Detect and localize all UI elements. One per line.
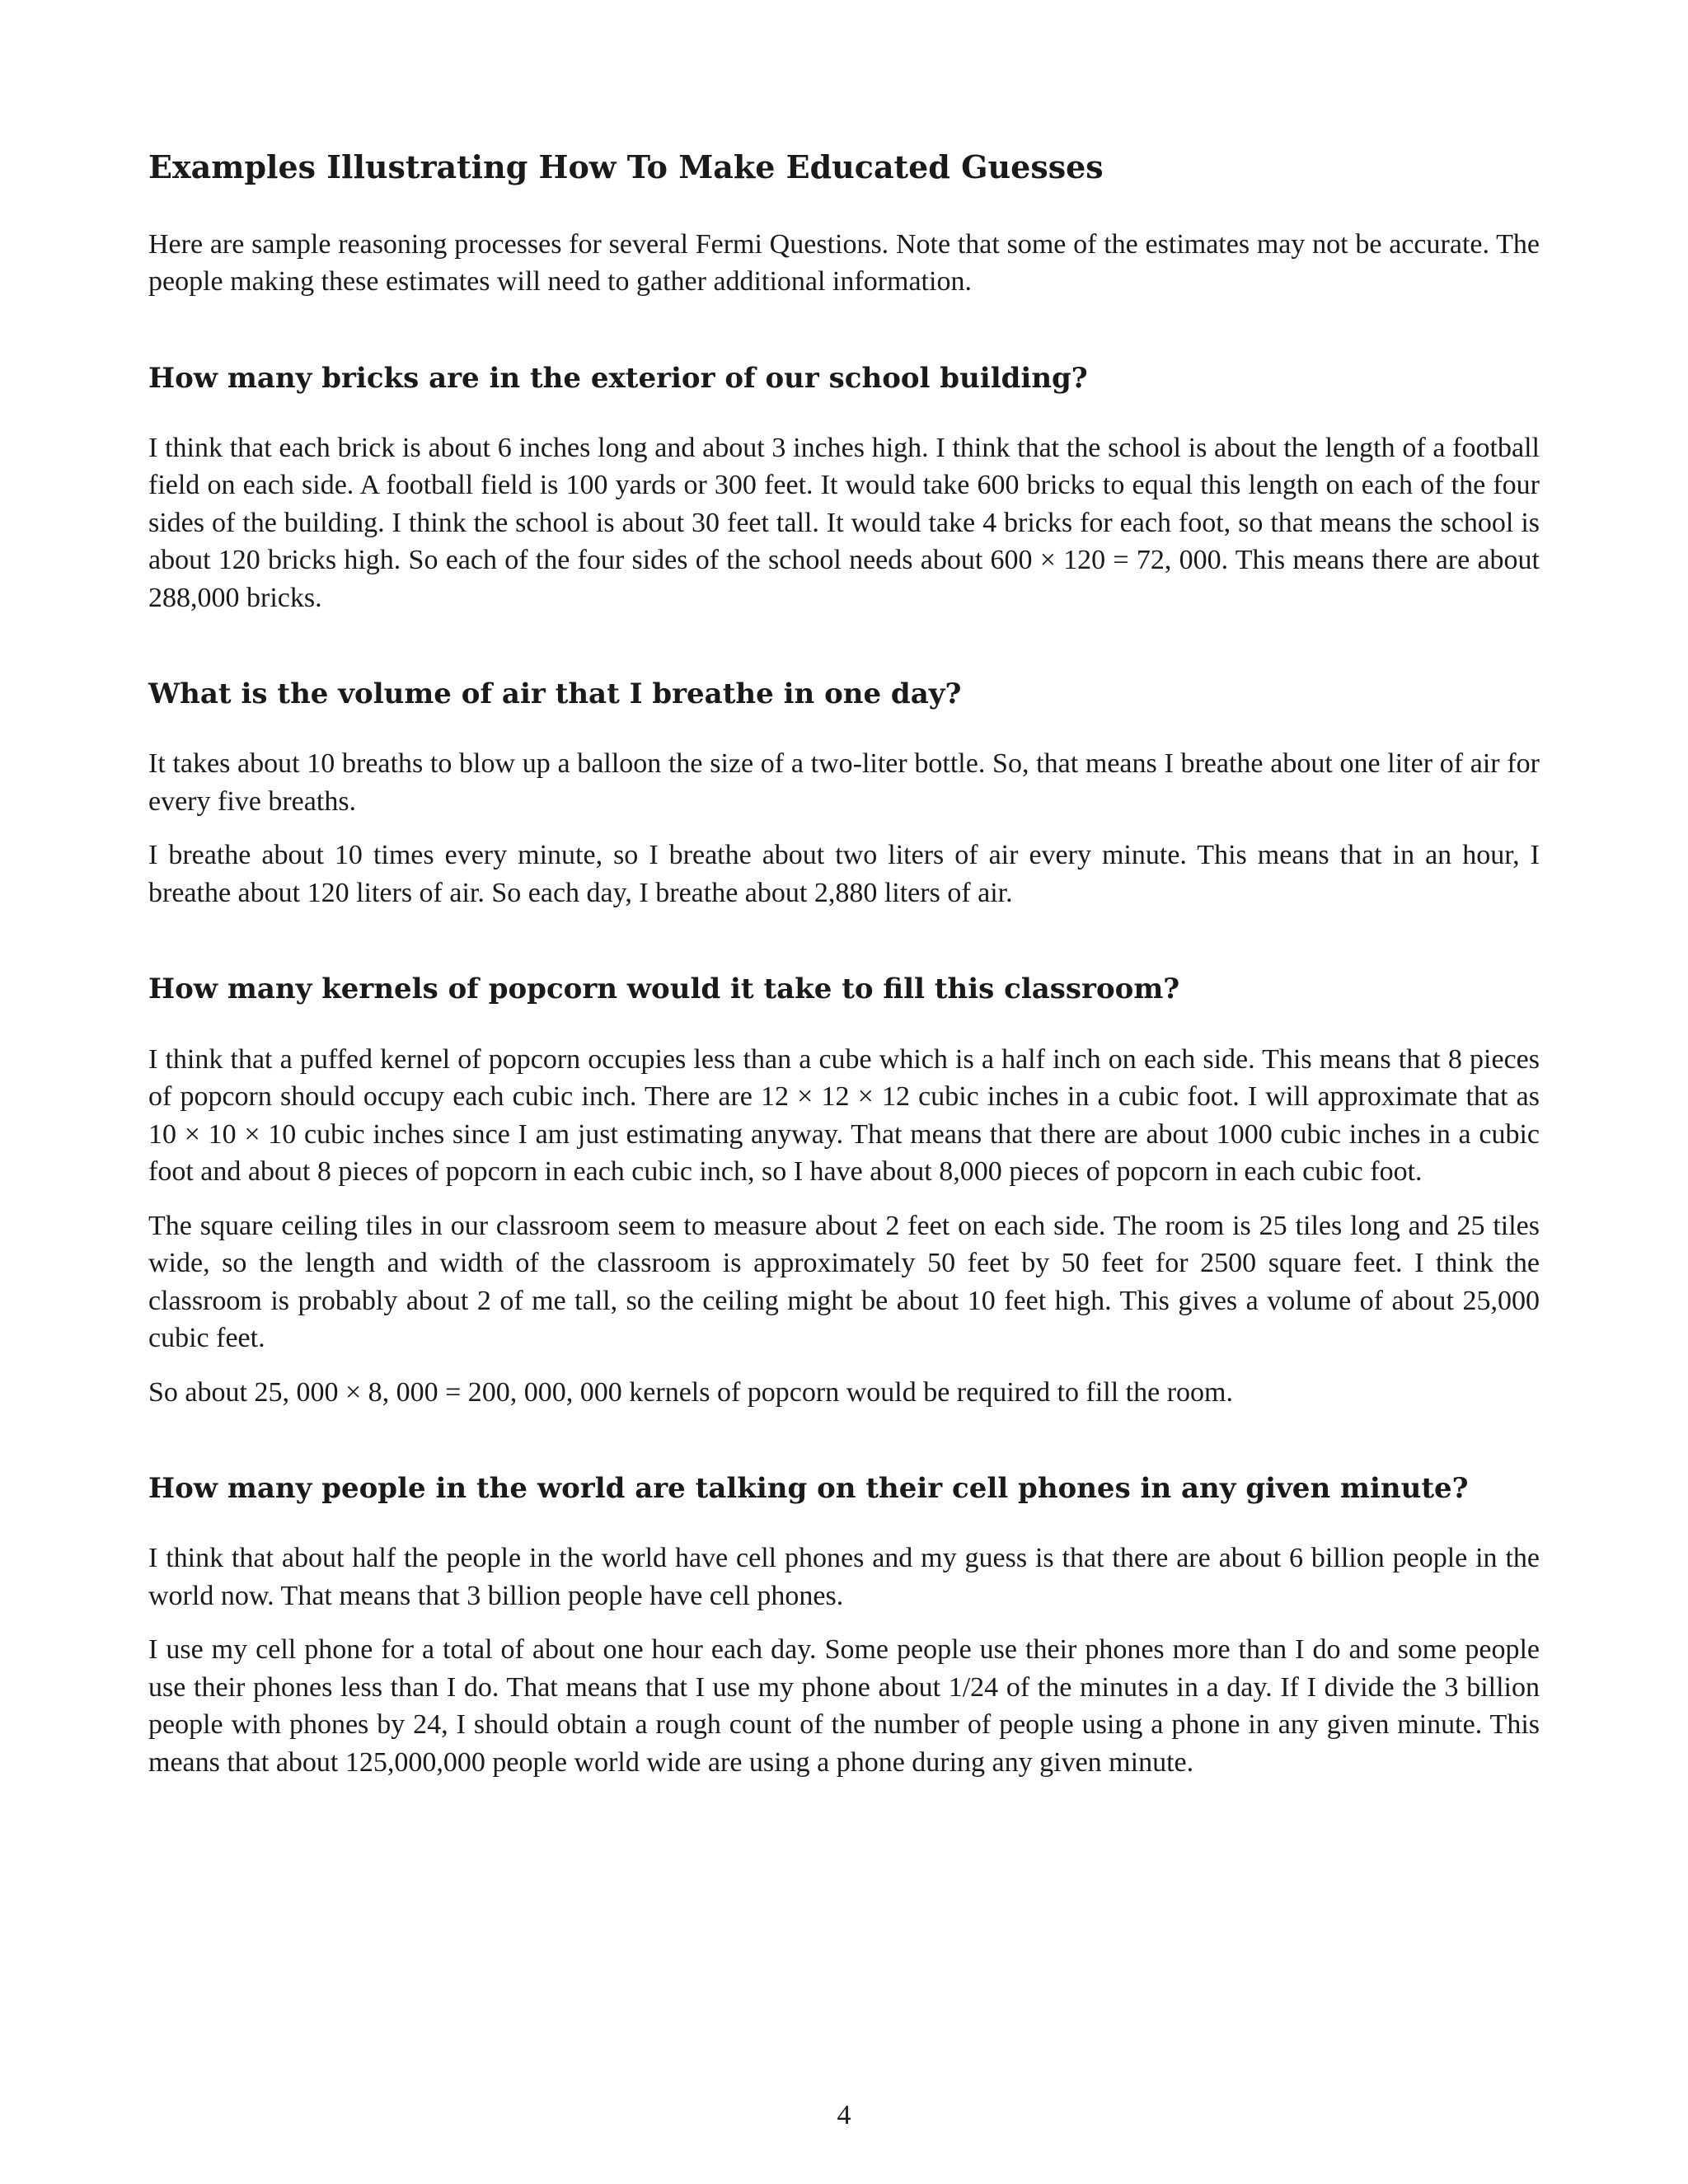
section-paragraph: The square ceiling tiles in our classroom seem to measure about 2 feet on each side. The room is 25 tiles long and 25 tiles wide, so the length and width of the classroom is approximately 50 feet by 50 feet for 2500 square feet. I think the classroom is probably about 2 of me tall, so the ceiling might be about 10 feet high. This gives a volume of about 25,000 cubic feet.	[148, 1210, 1540, 1354]
section-paragraph: I think that a puffed kernel of popcorn occupies less than a cube which is a half inch on each side. This means that 8 pieces of popcorn should occupy each cubic inch. There are 12 × 12 × 12 cubic inches in a cubic foot. I will approximate that as 10 × 10 × 10 cubic inches since I am just estimating anyway. That means that there are about 1000 cubic inches in a cubic foot and about 8 pieces of popcorn in each cubic inch, so I have about 8,000 pieces of popcorn in each cubic foot.	[148, 1043, 1540, 1188]
section-paragraph: So about 25, 000 × 8, 000 = 200, 000, 000 kernels of popcorn would be required to fill the room.	[148, 1376, 1233, 1408]
section-paragraph: I think that about half the people in the world have cell phones and my guess is that there are about 6 billion people in the world now. That means that 3 billion people have cell phones.	[148, 1543, 1540, 1611]
page-title: Examples Illustrating How To Make Educated Guesses	[148, 148, 1104, 185]
section-paragraph: It takes about 10 breaths to blow up a balloon the size of a two-liter bottle. So, that means I breathe about one liter of air for every five breaths.	[148, 748, 1540, 817]
section-heading: How many bricks are in the exterior of our school building?	[148, 361, 1088, 395]
page-content	[148, 148, 1540, 1797]
section-cell-phones	[148, 1470, 1540, 1781]
page-number: 4	[837, 2100, 851, 2130]
section-paragraph: I think that each brick is about 6 inches long and about 3 inches high. I think that the school is about the length of a football field on each side. A football field is 100 yards or 300 feet. It would take 600 bricks to equal this length on each of the four sides of the building. I think the school is about 30 feet tall. It would take 4 bricks for each foot, so that means the school is about 120 bricks high. So each of the four sides of the school needs about 600 × 120 = 72, 000. This means there are about 288,000 bricks.	[148, 432, 1540, 613]
section-heading: How many people in the world are talking on their cell phones in any given minute?	[148, 1472, 1469, 1506]
section-air-volume	[148, 676, 1540, 912]
section-heading: What is the volume of air that I breathe in one day?	[148, 677, 962, 711]
section-heading: How many kernels of popcorn would it take to fill this classroom?	[148, 972, 1180, 1006]
section-paragraph: I use my cell phone for a total of about one hour each day. Some people use their phones more than I do and some people use their phones less than I do. That means that I use my phone about 1/24 of the minutes in a day. If I divide the 3 billion people with phones by 24, I should obtain a rough count of the number of people using a phone in any given minute. This means that about 125,000,000 people world wide are using a phone during any given minute.	[148, 1634, 1540, 1778]
section-paragraph: I breathe about 10 times every minute, so I breathe about two liters of air every minute. This means that in an hour, I breathe about 120 liters of air. So each day, I breathe about 2,880 liters of air.	[148, 840, 1540, 908]
section-popcorn	[148, 971, 1540, 1411]
intro-paragraph: Here are sample reasoning processes for several Fermi Questions. Note that some of the estimates may not be accurate. The people making these estimates will need to gather additional information.	[148, 228, 1540, 298]
section-bricks	[148, 360, 1540, 617]
